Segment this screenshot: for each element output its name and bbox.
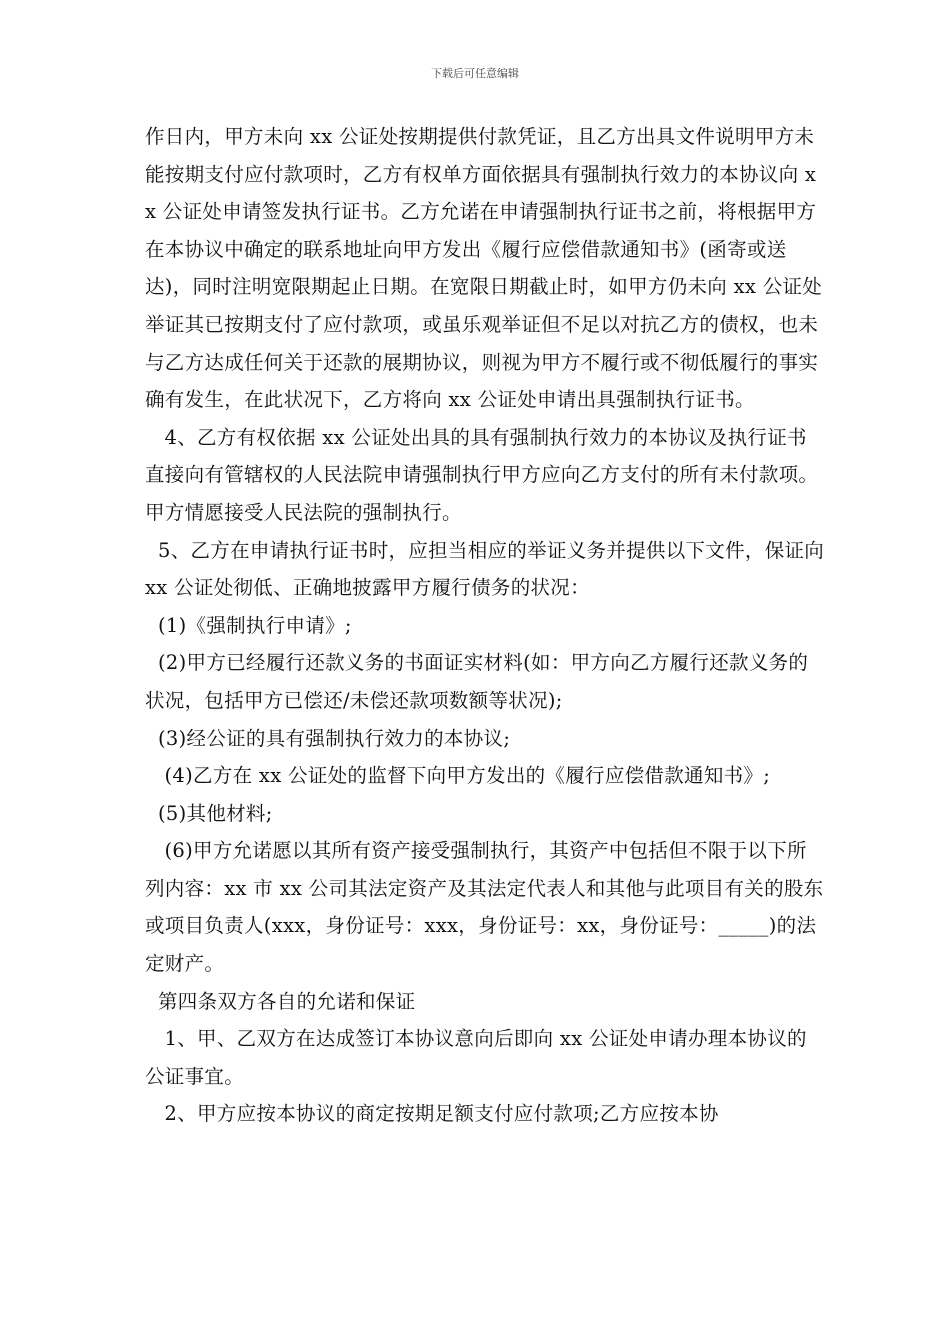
page-header: 下载后可任意编辑 [431,67,519,80]
list-item-6: (6)甲方允诺愿以其所有资产接受强制执行，其资产中包括但不限于以下所列内容：xx 市 xx 公司其法定资产及其法定代表人和其他与此项目有关的股东或项目负责人(xxx，身份证号：xxx，身份证号：xx，身份证号：_____)的法定财产。 [145,839,824,976]
article-4-item-1: 1、甲、乙双方在达成签订本协议意向后即向 xx 公证处申请办理本协议的公证事宜。 [145,1027,807,1088]
list-item-5: (5)其他材料; [145,801,273,825]
article-4-item-2: 2、甲方应按本协议的商定按期足额支付应付款项;乙方应按本协 [145,1102,719,1126]
article-4-heading: 第四条双方各自的允诺和保证 [145,989,416,1013]
list-item-2: (2)甲方已经履行还款义务的书面证实材料(如：甲方向乙方履行还款义务的状况，包括甲方已偿还/未偿还款项数额等状况); [145,651,809,712]
document-body [145,118,831,1133]
paragraph-continuation: 作日内，甲方未向 xx 公证处按期提供付款凭证，且乙方出具文件说明甲方未能按期支付应付款项时，乙方有权单方面依据具有强制执行效力的本协议向 xx 公证处申请签发执行证书。乙方允诺在申请强制执行证书之前，将根据甲方在本协议中确定的联系地址向甲方发出《履行应偿借款通知书》(函寄或送达)，同时注明宽限期起止日期。在宽限日期截止时，如甲方仍未向 xx 公证处举证其已按期支付了应付款项，或虽乐观举证但不足以对抗乙方的债权，也未与乙方达成任何关于还款的展期协议，则视为甲方不履行或不彻低履行的事实确有发生，在此状况下，乙方将向 xx 公证处申请出具强制执行证书。 [145,125,823,412]
paragraph-clause-4: 4、乙方有权依据 xx 公证处出具的具有强制执行效力的本协议及执行证书直接向有管辖权的人民法院申请强制执行甲方应向乙方支付的所有未付款项。甲方情愿接受人民法院的强制执行。 [145,425,819,524]
paragraph-clause-5: 5、乙方在申请执行证书时，应担当相应的举证义务并提供以下文件，保证向 xx 公证处彻低、正确地披露甲方履行债务的状况： [145,538,831,600]
list-item-4: (4)乙方在 xx 公证处的监督下向甲方发出的《履行应偿借款通知书》; [145,764,771,788]
list-item-1: (1)《强制执行申请》; [145,613,352,637]
list-item-3: (3)经公证的具有强制执行效力的本协议; [145,726,511,750]
